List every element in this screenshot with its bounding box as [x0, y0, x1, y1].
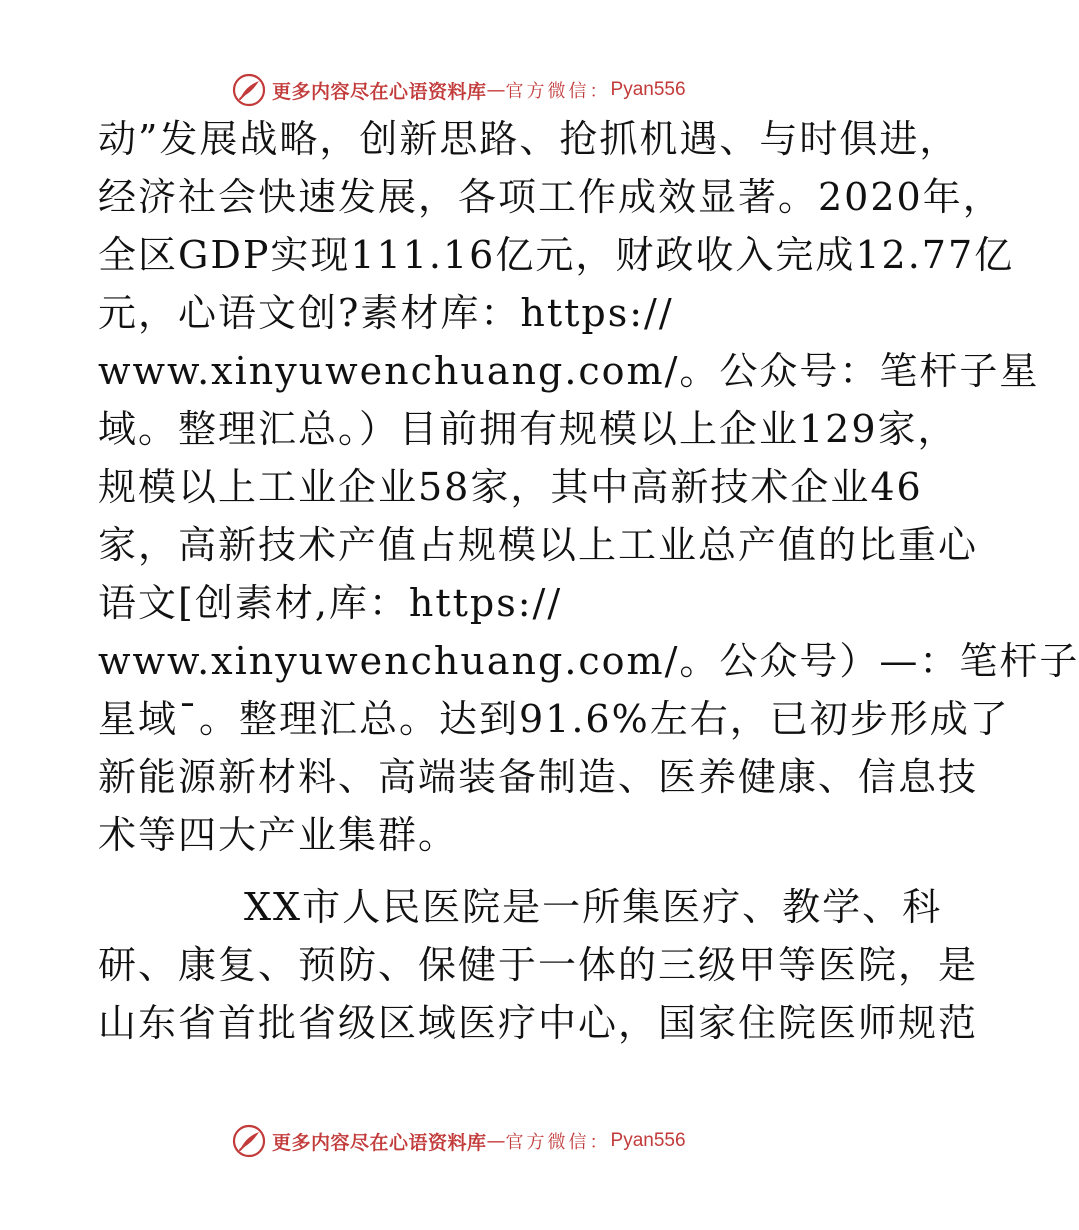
text-line: 星域¯。整理汇总。达到91.6%左右，已初步形成了 [98, 697, 1010, 741]
text-line: 元，心语文创?素材库：https:// [98, 291, 674, 335]
text-line: 家，高新技术产值占规模以上工业总产值的比重心 [98, 523, 979, 567]
text-line: 新能源新材料、高端装备制造、医养健康、信息技 [98, 755, 979, 799]
watermark-label: 官方微信： [505, 81, 611, 102]
watermark-footer [232, 1123, 686, 1159]
watermark-label: 官方微信： [505, 1132, 611, 1153]
watermark-wechat-id: Pyan556 [610, 1130, 686, 1151]
text-line: 域。整理汇总。）目前拥有规模以上企业129家， [98, 407, 958, 451]
quill-logo-icon [232, 73, 266, 107]
paragraph-1 [98, 110, 1079, 864]
text-line: 研、康复、预防、保健于一体的三级甲等医院，是 [98, 943, 979, 987]
watermark-separator: — [486, 79, 506, 101]
text-line: XX市人民医院是一所集医疗、教学、科 [244, 885, 943, 929]
quill-logo-icon [232, 1124, 266, 1158]
text-line: 山东省首批省级区域医疗中心，国家住院医师规范 [98, 1001, 979, 1045]
watermark-brand: 更多内容尽在心语资料库 [272, 80, 487, 103]
text-line: www.xinyuwenchuang.com/。公众号）—：笔杆子 [98, 639, 1079, 683]
watermark-wechat-id: Pyan556 [610, 79, 686, 100]
text-line: 经济社会快速发展，各项工作成效显著。2020年， [98, 175, 1003, 219]
text-line: 规模以上工业企业58家，其中高新技术企业46 [98, 465, 923, 509]
watermark-header [232, 72, 686, 108]
text-line: 动”发展战略，创新思路、抢抓机遇、与时俱进， [98, 117, 960, 161]
paragraph-2 [98, 878, 979, 1052]
watermark-separator: — [486, 1130, 506, 1152]
paragraph-spacer [98, 864, 858, 878]
text-line: 全区GDP实现111.16亿元，财政收入完成12.77亿 [98, 233, 1015, 277]
watermark-brand: 更多内容尽在心语资料库 [272, 1131, 487, 1154]
text-line: 术等四大产业集群。 [98, 813, 459, 857]
text-line: www.xinyuwenchuang.com/。公众号：笔杆子星 [98, 349, 1040, 393]
text-line: 语文[创素材,库：https:// [98, 581, 563, 625]
document-body [98, 110, 1079, 1052]
